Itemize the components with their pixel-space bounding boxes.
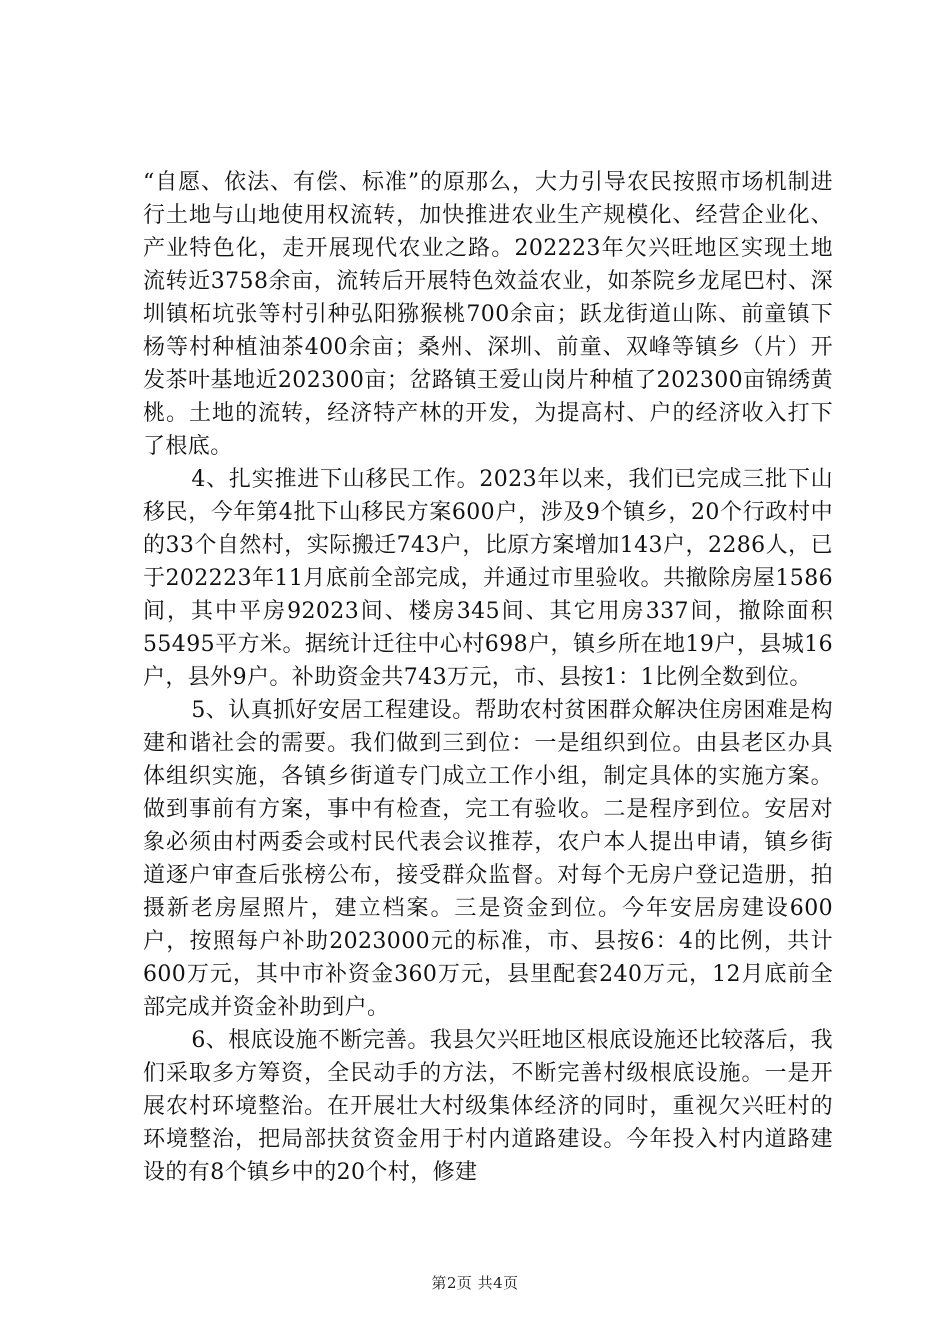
paragraph-land-transfer: “自愿、依法、有偿、标准”的原那么，大力引导农民按照市场机制进行土地与山地使用权流转，加快推进农业生产规模化、经营企业化、产业特色化，走开展现代农业之路。202223年欠兴旺地区实现土地流转近3758余亩，流转后开展特色效益农业，如茶院乡龙尾巴村、深圳镇柘坑张等村引种弘阳猕猴桃700余亩；跃龙街道山陈、前童镇下杨等村种植油茶400余亩；桑州、深圳、前童、双峰等镇乡（片）开发茶叶基地近202300亩；岔路镇王爱山岗片种植了202300亩锦绣黄桃。土地的流转，经济特产林的开发，为提高村、户的经济收入打下了根底。 [143,170,833,459]
paragraph-infrastructure: 6、根底设施不断完善。我县欠兴旺地区根底设施还比较落后，我们采取多方筹资，全民动手的方法，不断完善村级根底设施。一是开展农村环境整治。在开展壮大村级集体经济的同时，重视欠兴旺村的环境整治，把局部扶贫资金用于村内道路建设。今年投入村内道路建设的有8个镇乡中的20个村，修建 [143,1028,833,1185]
page-footer: 第2页 共4页 [431,1274,519,1292]
document-body [143,166,833,1189]
paragraph-housing: 5、认真抓好安居工程建设。帮助农村贫困群众解决住房困难是构建和谐社会的需要。我们做到三到位：一是组织到位。由县老区办具体组织实施，各镇乡街道专门成立工作小组，制定具体的实施方案。做到事前有方案，事中有检查，完工有验收。二是程序到位。安居对象必须由村两委会或村民代表会议推荐，农户本人提出申请，镇乡街道逐户审查后张榜公布，接受群众监督。对每个无房户登记造册，拍摄新老房屋照片，建立档案。三是资金到位。今年安居房建设600户，按照每户补助2023000元的标准，市、县按6：4的比例，共计600万元，其中市补资金360万元，县里配套240万元，12月底前全部完成并资金补助到户。 [143,698,833,1020]
paragraph-relocation: 4、扎实推进下山移民工作。2023年以来，我们已完成三批下山移民，今年第4批下山移民方案600户，涉及9个镇乡，20个行政村中的33个自然村，实际搬迁743户，比原方案增加143户，2286人，已于202223年11月底前全部完成，并通过市里验收。共撤除房屋1586间，其中平房92023间、楼房345间、其它用房337间，撤除面积55495平方米。据统计迁往中心村698户，镇乡所在地19户，县城16户，县外9户。补助资金共743万元，市、县按1：1比例全数到位。 [143,467,833,690]
